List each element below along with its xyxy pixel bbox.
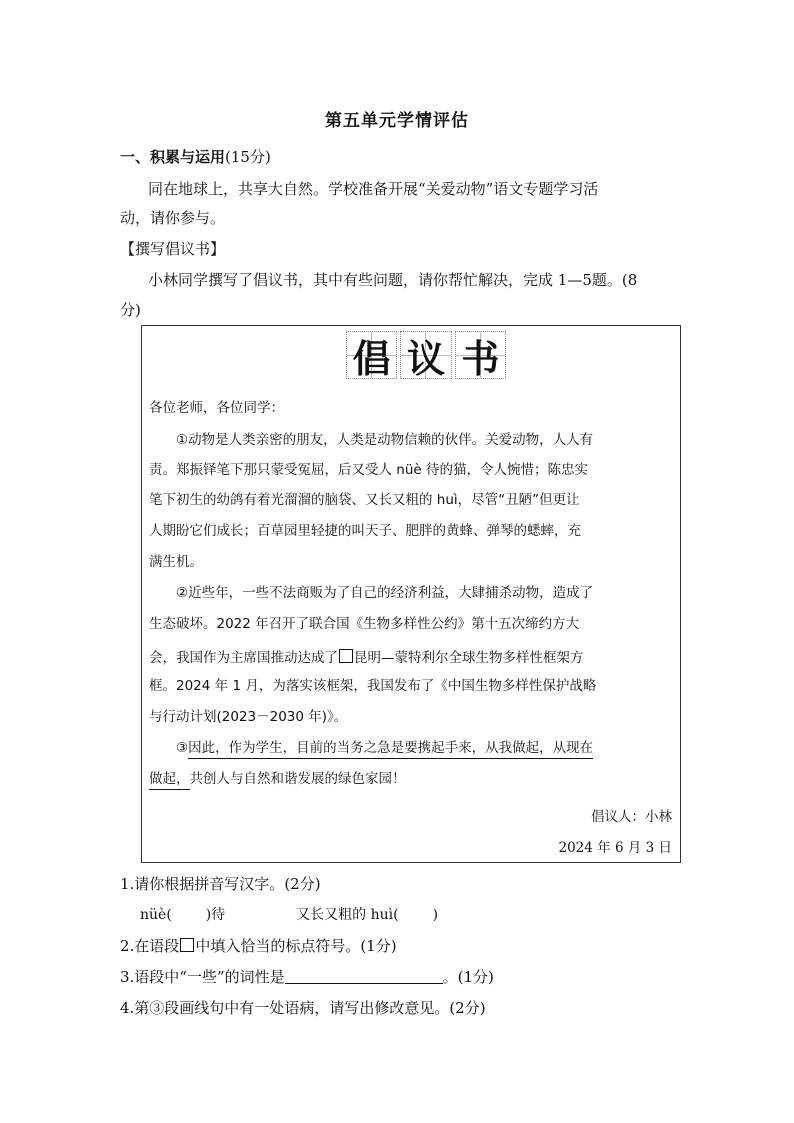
subsection-heading: 【撰写倡议书】 [120,240,226,258]
p1-line: 满生机。 [149,554,203,570]
q1-item1-close: )待 [205,907,226,923]
q2-text: 中填入恰当的标点符号。(1分) [195,937,397,955]
p3-line [176,742,702,756]
underlined-sentence: 做起， [149,771,190,790]
p2-line: 与行动计划(2023－2030 年)》。 [149,709,348,725]
punctuation-box [339,649,353,663]
p2-line: 框。2024 年 1 月，为落实该框架，我国发布了《中国生物多样性保护战略 [149,678,597,694]
banner-char: 书 [455,331,506,379]
page-title: 第五单元学情评估 [325,111,469,131]
p1-line: 笔下初生的幼鸽有着光溜溜的脑袋、又长又粗的 huì，尽管“丑陋”但更让 [149,492,580,508]
q1-item2-text: 又长又粗的 huì( [296,907,399,923]
q1-item2-close: ) [432,907,439,923]
answer-line[interactable] [285,969,443,984]
banner-char: 议 [400,331,451,379]
proposal-date: 2024 年 6 月 3 日 [558,840,672,856]
question-1: 1.请你根据拼音写汉字。(2分) [120,875,321,893]
intro-line-1: 同在地球上，共享大自然。学校准备开展“关爱动物”语文专题学习活 [148,180,599,198]
p2-line: 生态破坏。2022 年召开了联合国《生物多样性公约》第十五次缔约方大 [149,616,580,632]
q3-text: 3.语段中“一些”的词性是 [120,968,285,986]
task-line-1: 小林同学撰写了倡议书，其中有些问题，请你帮忙解决，完成 1—5题。(8 [148,271,638,289]
signer: 倡议人：小林 [591,809,672,825]
task-line-2: 分) [120,301,141,319]
question-3 [120,966,494,987]
p3-line [149,773,675,787]
p1-line: 责。郑振铎笔下那只蒙受冤屈，后又受人 nüè 待的猫，令人惋惜；陈忠实 [149,462,588,478]
proposal-box [141,325,681,863]
section-heading [120,146,271,167]
p3-rest: 共创人与自然和谐发展的绿色家园！ [189,771,406,787]
q3-text: 。(1分) [442,968,494,986]
question-4: 4.第③段画线句中有一处语病，请写出修改意见。(2分) [120,999,486,1017]
p2-text: 会，我国作为主席国推动达成了 [149,650,338,666]
q2-text: 2.在语段 [120,937,180,955]
p1-line: ①动物是人类亲密的朋友，人类是动物信赖的伙伴。关爱动物，人人有 [176,432,594,448]
p2-line [149,649,675,666]
p2-line: ②近些年，一些不法商贩为了自己的经济利益，大肆捕杀动物，造成了 [176,585,594,601]
underlined-sentence: 因此，作为学生，目前的当务之急是要携起手来，从我做起，从现在 [188,740,593,759]
p3-prefix: ③ [176,740,189,756]
question-2 [120,935,397,956]
p1-line: 人期盼它们成长；百草园里轻捷的叫天子、肥胖的黄蜂、弹琴的蟋蟀，充 [149,523,581,539]
proposal-banner [346,331,506,379]
question-1-items [140,904,438,924]
intro-line-2: 动，请你参与。 [120,209,226,227]
q1-item1-pinyin: nüè( [140,907,172,923]
section-score: (15分) [225,148,271,166]
punctuation-box [180,938,194,952]
section-label: 一、积累与运用 [120,148,226,166]
greeting: 各位老师，各位同学： [149,400,284,416]
p2-text: 昆明—蒙特利尔全球生物多样性框架方 [354,650,584,666]
banner-char: 倡 [346,331,397,379]
